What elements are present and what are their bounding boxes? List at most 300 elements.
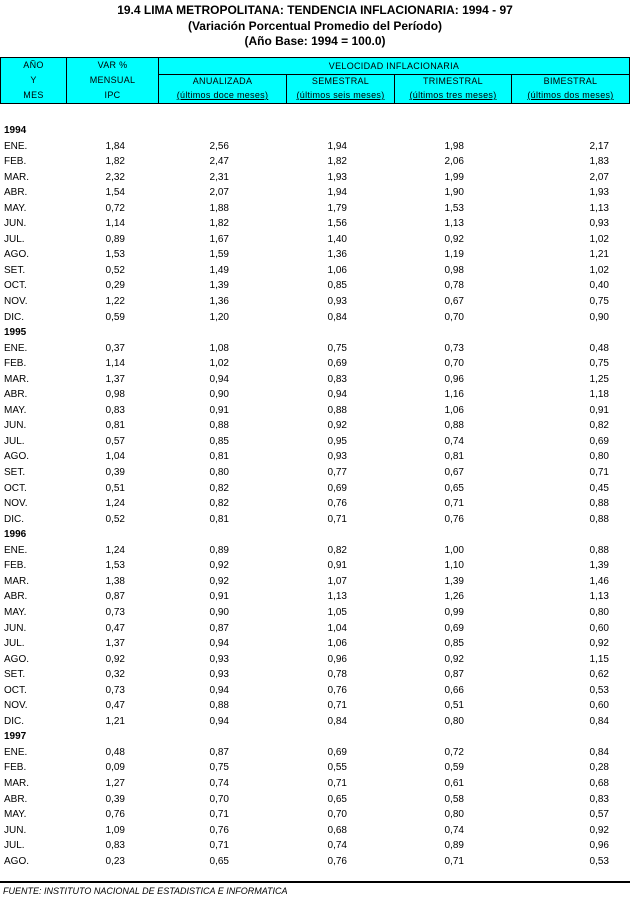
bimestral-cell: 0,84 (589, 715, 609, 727)
trimestral-cell: 0,80 (444, 715, 464, 727)
var-mensual-cell: 0,39 (105, 467, 125, 479)
var-mensual-cell: 0,52 (105, 513, 125, 525)
month-cell: JUL. (4, 840, 25, 852)
header-semestral (287, 74, 395, 103)
month-cell: JUN. (4, 218, 27, 230)
month-cell: JUN. (4, 420, 27, 432)
trimestral-cell: 0,59 (444, 762, 464, 774)
table-row (0, 465, 630, 481)
trimestral-cell: 0,72 (444, 746, 464, 758)
header-year-month (1, 58, 67, 103)
semestral-cell: 0,83 (327, 373, 347, 385)
month-cell: ENE. (4, 746, 28, 758)
year-row (0, 729, 630, 745)
var-mensual-cell: 1,82 (105, 156, 125, 168)
trimestral-cell: 0,74 (444, 435, 464, 447)
bimestral-cell: 2,17 (589, 140, 609, 152)
header-anualizada (159, 74, 287, 103)
month-cell: MAY. (4, 404, 27, 416)
month-cell: FEB. (4, 560, 27, 572)
semestral-cell: 0,88 (327, 404, 347, 416)
bimestral-cell: 0,57 (589, 809, 609, 821)
semestral-cell: 1,79 (327, 202, 347, 214)
month-cell: SET. (4, 669, 26, 681)
anualizada-cell: 0,87 (209, 746, 229, 758)
trimestral-cell: 0,58 (444, 793, 464, 805)
var-mensual-cell: 0,51 (105, 482, 125, 494)
year-label: 1997 (4, 731, 27, 743)
anualizada-cell: 0,93 (209, 669, 229, 681)
trimestral-cell: 0,85 (444, 638, 464, 650)
trimestral-cell: 0,92 (444, 653, 464, 665)
bimestral-cell: 1,25 (589, 373, 609, 385)
trimestral-cell: 0,71 (444, 498, 464, 510)
bimestral-cell: 0,84 (589, 746, 609, 758)
trimestral-cell: 0,65 (444, 482, 464, 494)
anualizada-cell: 0,91 (209, 404, 229, 416)
semestral-cell: 0,76 (327, 855, 347, 867)
semestral-cell: 0,68 (327, 824, 347, 836)
anualizada-cell: 1,02 (209, 358, 229, 370)
month-cell: DIC. (4, 513, 24, 525)
semestral-cell: 0,84 (327, 311, 347, 323)
page-title: 19.4 LIMA METROPOLITANA: TENDENCIA INFLACIONARIA: 1994 - 97 (117, 3, 513, 17)
var-mensual-cell: 1,54 (105, 187, 125, 199)
semestral-cell: 0,71 (327, 700, 347, 712)
anualizada-cell: 0,75 (209, 762, 229, 774)
table-row (0, 854, 630, 870)
bimestral-cell: 0,82 (589, 420, 609, 432)
table-row (0, 247, 630, 263)
table-row (0, 232, 630, 248)
anualizada-cell: 1,82 (209, 218, 229, 230)
trimestral-cell: 1,90 (444, 187, 464, 199)
semestral-cell: 0,77 (327, 467, 347, 479)
month-cell: DIC. (4, 311, 24, 323)
table-row (0, 745, 630, 761)
semestral-cell: 0,93 (327, 296, 347, 308)
header-note-bimestral: (últimos dos meses) (527, 90, 614, 100)
header-label-semestral: SEMESTRAL (311, 76, 370, 86)
trimestral-cell: 1,19 (444, 249, 464, 261)
bimestral-cell: 0,88 (589, 513, 609, 525)
month-cell: JUN. (4, 622, 27, 634)
month-cell: ABR. (4, 793, 28, 805)
table-row (0, 838, 630, 854)
month-cell: AGO. (4, 855, 30, 867)
month-cell: MAR. (4, 373, 29, 385)
anualizada-cell: 0,71 (209, 840, 229, 852)
bimestral-cell: 0,92 (589, 638, 609, 650)
anualizada-cell: 0,90 (209, 606, 229, 618)
anualizada-cell: 2,07 (209, 187, 229, 199)
anualizada-cell: 0,93 (209, 653, 229, 665)
table-row (0, 543, 630, 559)
var-mensual-cell: 1,53 (105, 249, 125, 261)
trimestral-cell: 0,80 (444, 809, 464, 821)
trimestral-cell: 1,13 (444, 218, 464, 230)
var-mensual-cell: 1,53 (105, 560, 125, 572)
var-mensual-cell: 0,83 (105, 840, 125, 852)
year-label: 1995 (4, 327, 27, 339)
month-cell: MAR. (4, 171, 29, 183)
table-row (0, 605, 630, 621)
table-row (0, 807, 630, 823)
semestral-cell: 0,71 (327, 777, 347, 789)
bimestral-cell: 1,13 (589, 591, 609, 603)
anualizada-cell: 2,47 (209, 156, 229, 168)
bimestral-cell: 0,60 (589, 700, 609, 712)
month-cell: MAR. (4, 777, 29, 789)
semestral-cell: 0,95 (327, 435, 347, 447)
month-cell: OCT. (4, 280, 27, 292)
trimestral-cell: 1,26 (444, 591, 464, 603)
table-row (0, 372, 630, 388)
base-year-note: (Año Base: 1994 = 100.0) (244, 34, 386, 48)
bimestral-cell: 0,28 (589, 762, 609, 774)
semestral-cell: 0,55 (327, 762, 347, 774)
trimestral-cell: 0,51 (444, 700, 464, 712)
anualizada-cell: 0,88 (209, 700, 229, 712)
table-row (0, 698, 630, 714)
var-mensual-cell: 1,04 (105, 451, 125, 463)
bimestral-cell: 0,53 (589, 855, 609, 867)
month-cell: AGO. (4, 249, 30, 261)
semestral-cell: 1,94 (327, 140, 347, 152)
anualizada-cell: 1,39 (209, 280, 229, 292)
anualizada-cell: 0,74 (209, 777, 229, 789)
bimestral-cell: 0,83 (589, 793, 609, 805)
semestral-cell: 1,56 (327, 218, 347, 230)
month-cell: ABR. (4, 591, 28, 603)
anualizada-cell: 1,08 (209, 342, 229, 354)
var-mensual-cell: 0,83 (105, 404, 125, 416)
anualizada-cell: 0,94 (209, 373, 229, 385)
bimestral-cell: 0,40 (589, 280, 609, 292)
month-cell: FEB. (4, 358, 27, 370)
var-mensual-cell: 1,24 (105, 544, 125, 556)
month-cell: MAY. (4, 606, 27, 618)
table-row (0, 418, 630, 434)
table-row (0, 434, 630, 450)
var-mensual-cell: 1,14 (105, 358, 125, 370)
anualizada-cell: 0,94 (209, 684, 229, 696)
month-cell: ABR. (4, 389, 28, 401)
year-label: 1996 (4, 529, 27, 541)
bimestral-cell: 0,53 (589, 684, 609, 696)
var-mensual-cell: 0,73 (105, 684, 125, 696)
anualizada-cell: 2,31 (209, 171, 229, 183)
bimestral-cell: 0,68 (589, 777, 609, 789)
table-row (0, 652, 630, 668)
trimestral-cell: 0,96 (444, 373, 464, 385)
semestral-cell: 0,65 (327, 793, 347, 805)
trimestral-cell: 0,67 (444, 467, 464, 479)
bimestral-cell: 0,80 (589, 606, 609, 618)
bimestral-cell: 0,88 (589, 544, 609, 556)
var-mensual-cell: 1,24 (105, 498, 125, 510)
bimestral-cell: 2,07 (589, 171, 609, 183)
trimestral-cell: 0,87 (444, 669, 464, 681)
trimestral-cell: 0,71 (444, 855, 464, 867)
bimestral-cell: 1,18 (589, 389, 609, 401)
table-row (0, 636, 630, 652)
var-mensual-cell: 0,59 (105, 311, 125, 323)
year-row (0, 123, 630, 139)
trimestral-cell: 0,99 (444, 606, 464, 618)
bimestral-cell: 1,39 (589, 560, 609, 572)
bimestral-cell: 0,75 (589, 296, 609, 308)
var-mensual-cell: 0,57 (105, 435, 125, 447)
bimestral-cell: 0,93 (589, 218, 609, 230)
table-row (0, 185, 630, 201)
trimestral-cell: 0,69 (444, 622, 464, 634)
var-mensual-cell: 1,84 (105, 140, 125, 152)
header-label-bimestral: BIMESTRAL (543, 76, 598, 86)
var-mensual-cell: 0,87 (105, 591, 125, 603)
month-cell: NOV. (4, 296, 28, 308)
year-label: 1994 (4, 125, 27, 136)
trimestral-cell: 1,16 (444, 389, 464, 401)
table-row (0, 449, 630, 465)
semestral-cell: 0,91 (327, 560, 347, 572)
anualizada-cell: 1,49 (209, 264, 229, 276)
semestral-cell: 1,82 (327, 156, 347, 168)
anualizada-cell: 0,90 (209, 389, 229, 401)
bimestral-cell: 1,83 (589, 156, 609, 168)
bimestral-cell: 0,75 (589, 358, 609, 370)
month-cell: SET. (4, 264, 26, 276)
trimestral-cell: 1,98 (444, 140, 464, 152)
table-row (0, 201, 630, 217)
table-row (0, 792, 630, 808)
semestral-cell: 0,85 (327, 280, 347, 292)
month-cell: MAY. (4, 809, 27, 821)
anualizada-cell: 0,92 (209, 575, 229, 587)
year-row (0, 325, 630, 341)
bimestral-cell: 0,71 (589, 467, 609, 479)
trimestral-cell: 2,06 (444, 156, 464, 168)
bimestral-cell: 1,93 (589, 187, 609, 199)
semestral-cell: 0,69 (327, 358, 347, 370)
table-row (0, 558, 630, 574)
month-cell: JUL. (4, 638, 25, 650)
bimestral-cell: 1,02 (589, 264, 609, 276)
semestral-cell: 0,69 (327, 482, 347, 494)
anualizada-cell: 0,87 (209, 622, 229, 634)
bimestral-cell: 0,45 (589, 482, 609, 494)
month-cell: NOV. (4, 700, 28, 712)
month-cell: JUL. (4, 233, 25, 245)
trimestral-cell: 0,88 (444, 420, 464, 432)
anualizada-cell: 0,81 (209, 451, 229, 463)
trimestral-cell: 0,81 (444, 451, 464, 463)
anualizada-cell: 1,36 (209, 296, 229, 308)
header-label-anualizada: ANUALIZADA (192, 76, 253, 86)
anualizada-cell: 0,70 (209, 793, 229, 805)
header-note-anualizada: (últimos doce meses) (176, 90, 269, 100)
month-cell: FEB. (4, 156, 27, 168)
bimestral-cell: 0,88 (589, 498, 609, 510)
semestral-cell: 1,94 (327, 187, 347, 199)
trimestral-cell: 1,06 (444, 404, 464, 416)
table-row (0, 621, 630, 637)
month-cell: OCT. (4, 482, 27, 494)
title-block (0, 3, 630, 50)
semestral-cell: 1,07 (327, 575, 347, 587)
anualizada-cell: 2,56 (209, 140, 229, 152)
table-row (0, 403, 630, 419)
table-row (0, 481, 630, 497)
table-header (0, 57, 630, 104)
table-row (0, 170, 630, 186)
source-note: FUENTE: INSTITUTO NACIONAL DE ESTADISTICA E INFORMATICA (3, 886, 288, 896)
trimestral-cell: 0,67 (444, 296, 464, 308)
month-cell: AGO. (4, 451, 30, 463)
var-mensual-cell: 0,76 (105, 809, 125, 821)
month-cell: FEB. (4, 762, 27, 774)
table-row (0, 356, 630, 372)
anualizada-cell: 0,76 (209, 824, 229, 836)
header-bimestral (512, 74, 629, 103)
anualizada-cell: 0,82 (209, 498, 229, 510)
var-mensual-cell: 0,81 (105, 420, 125, 432)
anualizada-cell: 1,59 (209, 249, 229, 261)
table-row (0, 387, 630, 403)
var-mensual-cell: 1,09 (105, 824, 125, 836)
bimestral-cell: 1,21 (589, 249, 609, 261)
table-row (0, 776, 630, 792)
var-mensual-cell: 0,89 (105, 233, 125, 245)
semestral-cell: 0,93 (327, 451, 347, 463)
trimestral-cell: 0,70 (444, 358, 464, 370)
var-mensual-cell: 0,48 (105, 746, 125, 758)
trimestral-cell: 0,66 (444, 684, 464, 696)
anualizada-cell: 0,91 (209, 591, 229, 603)
bimestral-cell: 0,62 (589, 669, 609, 681)
month-cell: MAR. (4, 575, 29, 587)
semestral-cell: 1,05 (327, 606, 347, 618)
header-note-semestral: (últimos seis meses) (296, 90, 385, 100)
trimestral-cell: 1,00 (444, 544, 464, 556)
anualizada-cell: 0,94 (209, 715, 229, 727)
anualizada-cell: 0,89 (209, 544, 229, 556)
header-label-ano: AÑO (23, 60, 44, 70)
var-mensual-cell: 0,37 (105, 342, 125, 354)
bimestral-cell: 0,90 (589, 311, 609, 323)
anualizada-cell: 1,88 (209, 202, 229, 214)
month-cell: JUN. (4, 824, 27, 836)
var-mensual-cell: 1,21 (105, 715, 125, 727)
var-mensual-cell: 0,52 (105, 264, 125, 276)
table-row (0, 683, 630, 699)
var-mensual-cell: 0,23 (105, 855, 125, 867)
semestral-cell: 1,93 (327, 171, 347, 183)
header-label-trimestral: TRIMESTRAL (422, 76, 483, 86)
bimestral-cell: 1,15 (589, 653, 609, 665)
table-row (0, 496, 630, 512)
table-row (0, 278, 630, 294)
bimestral-cell: 0,92 (589, 824, 609, 836)
bimestral-cell: 0,48 (589, 342, 609, 354)
month-cell: OCT. (4, 684, 27, 696)
var-mensual-cell: 1,38 (105, 575, 125, 587)
table-row (0, 341, 630, 357)
month-cell: ENE. (4, 544, 28, 556)
semestral-cell: 1,06 (327, 264, 347, 276)
table-body (0, 123, 630, 869)
semestral-cell: 0,74 (327, 840, 347, 852)
table-row (0, 310, 630, 326)
bimestral-cell: 0,60 (589, 622, 609, 634)
month-cell: NOV. (4, 498, 28, 510)
trimestral-cell: 0,89 (444, 840, 464, 852)
table-row (0, 216, 630, 232)
anualizada-cell: 0,88 (209, 420, 229, 432)
semestral-cell: 0,96 (327, 653, 347, 665)
semestral-cell: 0,76 (327, 498, 347, 510)
anualizada-cell: 1,20 (209, 311, 229, 323)
bimestral-cell: 1,46 (589, 575, 609, 587)
var-mensual-cell: 0,92 (105, 653, 125, 665)
semestral-cell: 0,94 (327, 389, 347, 401)
semestral-cell: 0,84 (327, 715, 347, 727)
header-label-mes: MES (23, 90, 44, 100)
table-row (0, 263, 630, 279)
var-mensual-cell: 0,09 (105, 762, 125, 774)
table-row (0, 574, 630, 590)
trimestral-cell: 0,73 (444, 342, 464, 354)
header-velocidad: VELOCIDAD INFLACIONARIA (159, 58, 629, 75)
trimestral-cell: 0,76 (444, 513, 464, 525)
semestral-cell: 0,76 (327, 684, 347, 696)
trimestral-cell: 0,74 (444, 824, 464, 836)
trimestral-cell: 0,92 (444, 233, 464, 245)
semestral-cell: 1,06 (327, 638, 347, 650)
table-row (0, 667, 630, 683)
table-row (0, 512, 630, 528)
trimestral-cell: 0,78 (444, 280, 464, 292)
var-mensual-cell: 0,73 (105, 606, 125, 618)
var-mensual-cell: 1,27 (105, 777, 125, 789)
month-cell: DIC. (4, 715, 24, 727)
header-label-ipc: IPC (104, 90, 121, 100)
semestral-cell: 1,04 (327, 622, 347, 634)
trimestral-cell: 0,98 (444, 264, 464, 276)
var-mensual-cell: 1,14 (105, 218, 125, 230)
anualizada-cell: 0,85 (209, 435, 229, 447)
header-label-mensual: MENSUAL (89, 75, 136, 85)
table-row (0, 760, 630, 776)
table-row (0, 154, 630, 170)
month-cell: ENE. (4, 342, 28, 354)
trimestral-cell: 1,99 (444, 171, 464, 183)
month-cell: SET. (4, 467, 26, 479)
bimestral-cell: 1,13 (589, 202, 609, 214)
var-mensual-cell: 0,39 (105, 793, 125, 805)
trimestral-cell: 0,61 (444, 777, 464, 789)
semestral-cell: 0,70 (327, 809, 347, 821)
month-cell: AGO. (4, 653, 30, 665)
var-mensual-cell: 0,98 (105, 389, 125, 401)
month-cell: ENE. (4, 140, 28, 152)
footer-divider (0, 881, 630, 883)
bimestral-cell: 0,91 (589, 404, 609, 416)
semestral-cell: 1,40 (327, 233, 347, 245)
header-var-mensual (67, 58, 159, 103)
year-row (0, 527, 630, 543)
anualizada-cell: 0,65 (209, 855, 229, 867)
